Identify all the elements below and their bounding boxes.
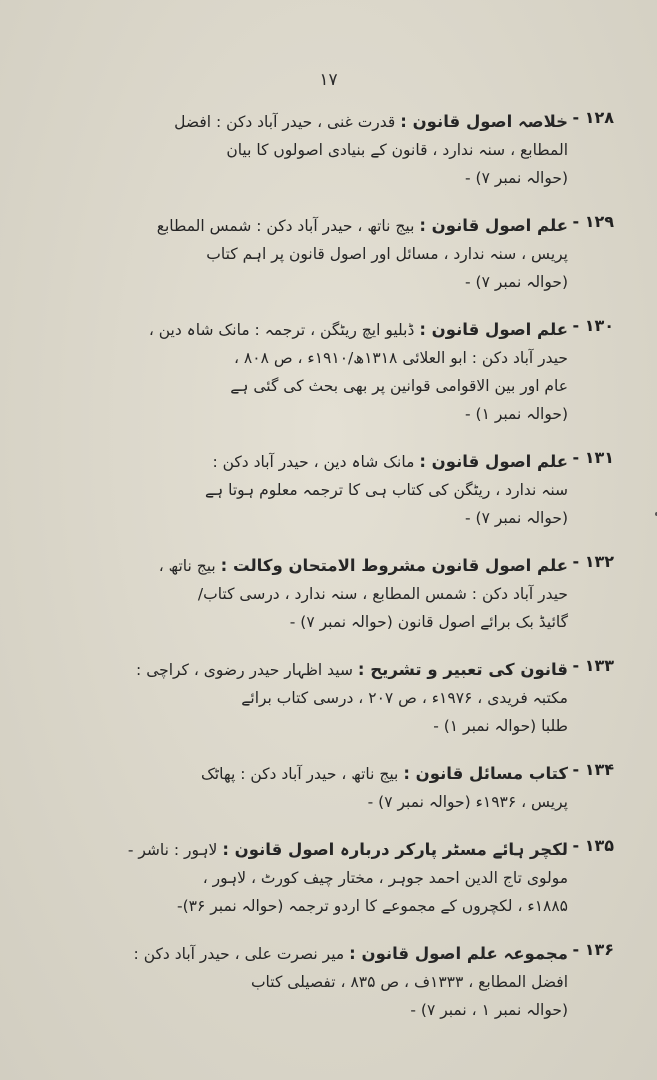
entry-text: حیدر آباد دکن : ابو العلائی ۱۳۱۸ھ/۱۹۱۰ء ، ص ۸۰۸ ، [233, 349, 568, 367]
entry-text: مانک شاہ دین ، حیدر آباد دکن : [212, 453, 415, 471]
entry-number: ۱۳۵ - [572, 836, 614, 855]
bibliography-list [48, 108, 614, 1044]
bibliography-entry [48, 316, 614, 428]
entry-text: ڈبلیو ایچ ریٹگن ، ترجمہ : مانک شاہ دین ، [148, 321, 415, 339]
entry-text: المطابع ، سنہ ندارد ، قانون کے بنیادی اصولوں کا بیان [226, 141, 568, 159]
entry-title: علم اصول قانون : [419, 216, 568, 235]
entry-first-line [48, 552, 568, 580]
entry-title: علم اصول قانون مشروط الامتحان وکالت : [220, 556, 568, 575]
entry-text: قدرت غنی ، حیدر آباد دکن : افضل [174, 113, 396, 131]
bibliography-entry [48, 448, 614, 532]
entry-reference: (حوالہ نمبر ۱) - [464, 405, 568, 423]
entry-text: بیج ناتھ ، حیدر آباد دکن : پھاٹک [200, 765, 399, 783]
entry-number: ۱۳۱ - [572, 448, 614, 467]
entry-text: لاہور : ناشر - [127, 841, 218, 859]
bibliography-entry [48, 760, 614, 816]
entry-body [48, 940, 568, 1024]
entry-text: حیدر آباد دکن : شمس المطابع ، سنہ ندارد ، درسی کتاب/ [197, 585, 568, 603]
entry-number: ۱۳۴ - [572, 760, 614, 779]
entry-first-line [48, 448, 568, 476]
entry-title: خلاصہ اصول قانون : [400, 112, 568, 131]
bibliography-entry [48, 552, 614, 636]
entry-number: ۱۳۲ - [572, 552, 614, 571]
entry-text: سید اظہار حیدر رضوی ، کراچی : [136, 661, 353, 679]
bibliography-entry [48, 212, 614, 296]
entry-title: کتاب مسائل قانون : [403, 764, 568, 783]
entry-text: افضل المطابع ، ۱۳۳۳ف ، ص ۸۳۵ ، تفصیلی کتاب [250, 973, 568, 991]
entry-reference: پریس ، ۱۹۳۶ء (حوالہ نمبر ۷) - [367, 793, 568, 811]
entry-body [48, 656, 568, 740]
entry-reference: طلبا (حوالہ نمبر ۱) - [433, 717, 568, 735]
bibliography-entry [48, 836, 614, 920]
entry-first-line [48, 836, 568, 864]
entry-reference: (حوالہ نمبر ۱ ، نمبر ۷) - [410, 1001, 568, 1019]
entry-number: ۱۲۹ - [572, 212, 614, 231]
entry-reference: ۱۸۸۵ء ، لکچروں کے مجموعے کا اردو ترجمہ (حوالہ نمبر ۳۶)- [177, 897, 568, 915]
entry-text: سنہ ندارد ، ریٹگن کی کتاب ہی کا ترجمہ معلوم ہوتا ہے [205, 481, 568, 499]
entry-first-line [48, 212, 568, 240]
bibliography-entry [48, 108, 614, 192]
entry-body [48, 760, 568, 816]
entry-title: علم اصول قانون : [419, 320, 568, 339]
entry-first-line [48, 316, 568, 344]
entry-reference: (حوالہ نمبر ۷) - [464, 509, 568, 527]
entry-title: قانون کی تعبیر و تشریح : [357, 660, 568, 679]
entry-number: ۱۲۸ - [572, 108, 614, 127]
page-number: ۱۷ [319, 70, 338, 90]
entry-text: عام اور بین الاقوامی قوانین پر بھی بحث کی گئی ہے [230, 377, 568, 395]
entry-text: بیج ناتھ ، [158, 557, 216, 575]
entry-title: علم اصول قانون : [419, 452, 568, 471]
entry-number: ۱۳۳ - [572, 656, 614, 675]
entry-reference: (حوالہ نمبر ۷) - [464, 169, 568, 187]
entry-body [48, 448, 568, 532]
entry-text: میر نصرت علی ، حیدر آباد دکن : [133, 945, 345, 963]
entry-reference: (حوالہ نمبر ۷) - [464, 273, 568, 291]
entry-first-line [48, 108, 568, 136]
entry-body [48, 552, 568, 636]
entry-body [48, 212, 568, 296]
bibliography-entry [48, 656, 614, 740]
entry-text: مکتبہ فریدی ، ۱۹۷۶ء ، ص ۲۰۷ ، درسی کتاب برائے [241, 689, 568, 707]
entry-text: بیج ناتھ ، حیدر آباد دکن : شمس المطابع [156, 217, 415, 235]
entry-first-line [48, 656, 568, 684]
entry-title: مجموعہ علم اصول قانون : [349, 944, 568, 963]
entry-body [48, 108, 568, 192]
entry-body [48, 836, 568, 920]
entry-number: ۱۳۶ - [572, 940, 614, 959]
entry-text: مولوی تاج الدین احمد جوہر ، مختار چیف کورٹ ، لاہور ، [202, 869, 568, 887]
entry-number: ۱۳۰ - [572, 316, 614, 335]
entry-first-line [48, 940, 568, 968]
entry-first-line [48, 760, 568, 788]
entry-text: پریس ، سنہ ندارد ، مسائل اور اصول قانون پر اہم کتاب [206, 245, 568, 263]
entry-body [48, 316, 568, 428]
entry-reference: گائیڈ بک برائے اصول قانون (حوالہ نمبر ۷) - [289, 613, 568, 631]
entry-title: لکچر ہائے مسٹر پارکر دربارہ اصول قانون : [222, 840, 568, 859]
bibliography-entry [48, 940, 614, 1024]
